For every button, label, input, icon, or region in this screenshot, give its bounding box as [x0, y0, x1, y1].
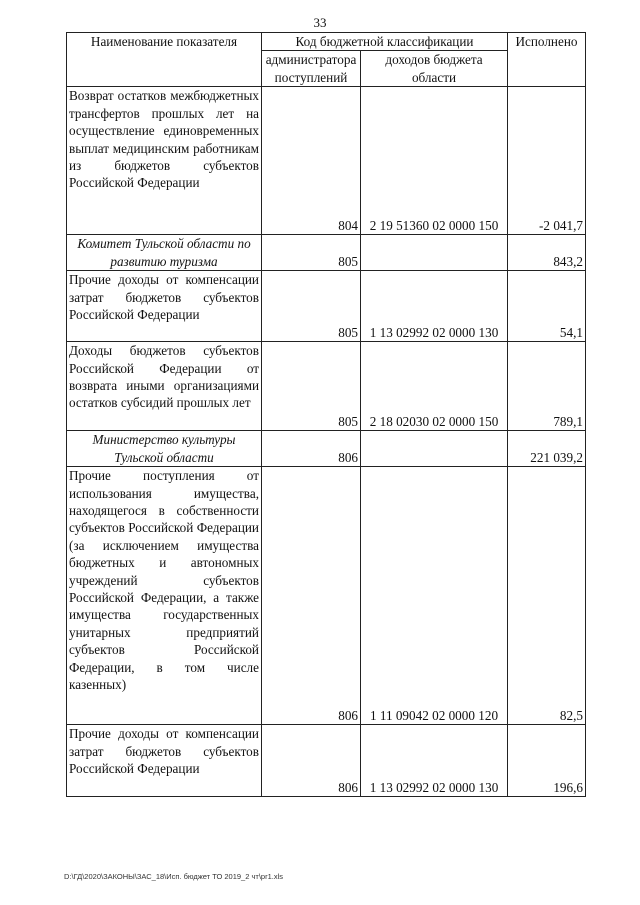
- row-income-code: 1 11 09042 02 0000 120: [361, 467, 508, 725]
- row-name: Прочие доходы от компенсации затрат бюджетов субъектов Российской Федерации: [67, 271, 262, 342]
- row-done-value: 789,1: [508, 342, 586, 431]
- row-name: Возврат остатков межбюджетных трансфертов прошлых лет на осуществление единовременных выплат медицинским работникам из бюджетов субъектов Российской Федерации: [67, 87, 262, 235]
- row-name: Прочие доходы от компенсации затрат бюджетов субъектов Российской Федерации: [67, 725, 262, 797]
- row-income-code: 1 13 02992 02 0000 130: [361, 271, 508, 342]
- row-done-value: 196,6: [508, 725, 586, 797]
- row-name: Комитет Тульской области по развитию туризма: [67, 235, 262, 271]
- budget-table: [66, 32, 586, 797]
- row-admin-code: 806: [262, 725, 361, 797]
- table-row: [67, 725, 586, 797]
- table-row: [67, 235, 586, 271]
- row-done-value: 54,1: [508, 271, 586, 342]
- row-name: Министерство культуры Тульской области: [67, 431, 262, 467]
- row-income-code: 1 13 02992 02 0000 130: [361, 725, 508, 797]
- row-done-value: 221 039,2: [508, 431, 586, 467]
- row-admin-code: 805: [262, 271, 361, 342]
- row-admin-code: 805: [262, 235, 361, 271]
- header-admin: администратора поступлений: [262, 51, 361, 87]
- row-income-code: 2 18 02030 02 0000 150: [361, 342, 508, 431]
- row-income-code: 2 19 51360 02 0000 150: [361, 87, 508, 235]
- row-name: Прочие поступления от использования имущества, находящегося в собственности субъектов Российской Федерации (за исключением имущества бюджетных и автономных учреждений субъектов Российской Федерации, а также имущества государственных унитарных предприятий субъектов Российской Федерации, в том числе казенных): [67, 467, 262, 725]
- page-number: 33: [313, 15, 327, 30]
- row-done-value: 843,2: [508, 235, 586, 271]
- row-done-value: 82,5: [508, 467, 586, 725]
- row-admin-code: 806: [262, 431, 361, 467]
- table-row: [67, 467, 586, 725]
- header-done: Исполнено: [508, 33, 586, 87]
- table-row: [67, 271, 586, 342]
- row-income-code: [361, 431, 508, 467]
- row-admin-code: 806: [262, 467, 361, 725]
- header-name: Наименование показателя: [67, 33, 262, 87]
- footer-file-path: D:\ГД\2020\ЗАКОНЫ\ЗАС_18\Исп. бюджет ТО 2019_2 чт\pr1.xls: [64, 872, 283, 881]
- row-done-value: -2 041,7: [508, 87, 586, 235]
- table-row: [67, 342, 586, 431]
- header-income: доходов бюджета области: [361, 51, 508, 87]
- row-name: Доходы бюджетов субъектов Российской Федерации от возврата иными организациями остатков субсидий прошлых лет: [67, 342, 262, 431]
- row-admin-code: 805: [262, 342, 361, 431]
- row-income-code: [361, 235, 508, 271]
- table-row: [67, 431, 586, 467]
- table-row: [67, 87, 586, 235]
- row-admin-code: 804: [262, 87, 361, 235]
- header-code-group: Код бюджетной классификации: [262, 33, 508, 51]
